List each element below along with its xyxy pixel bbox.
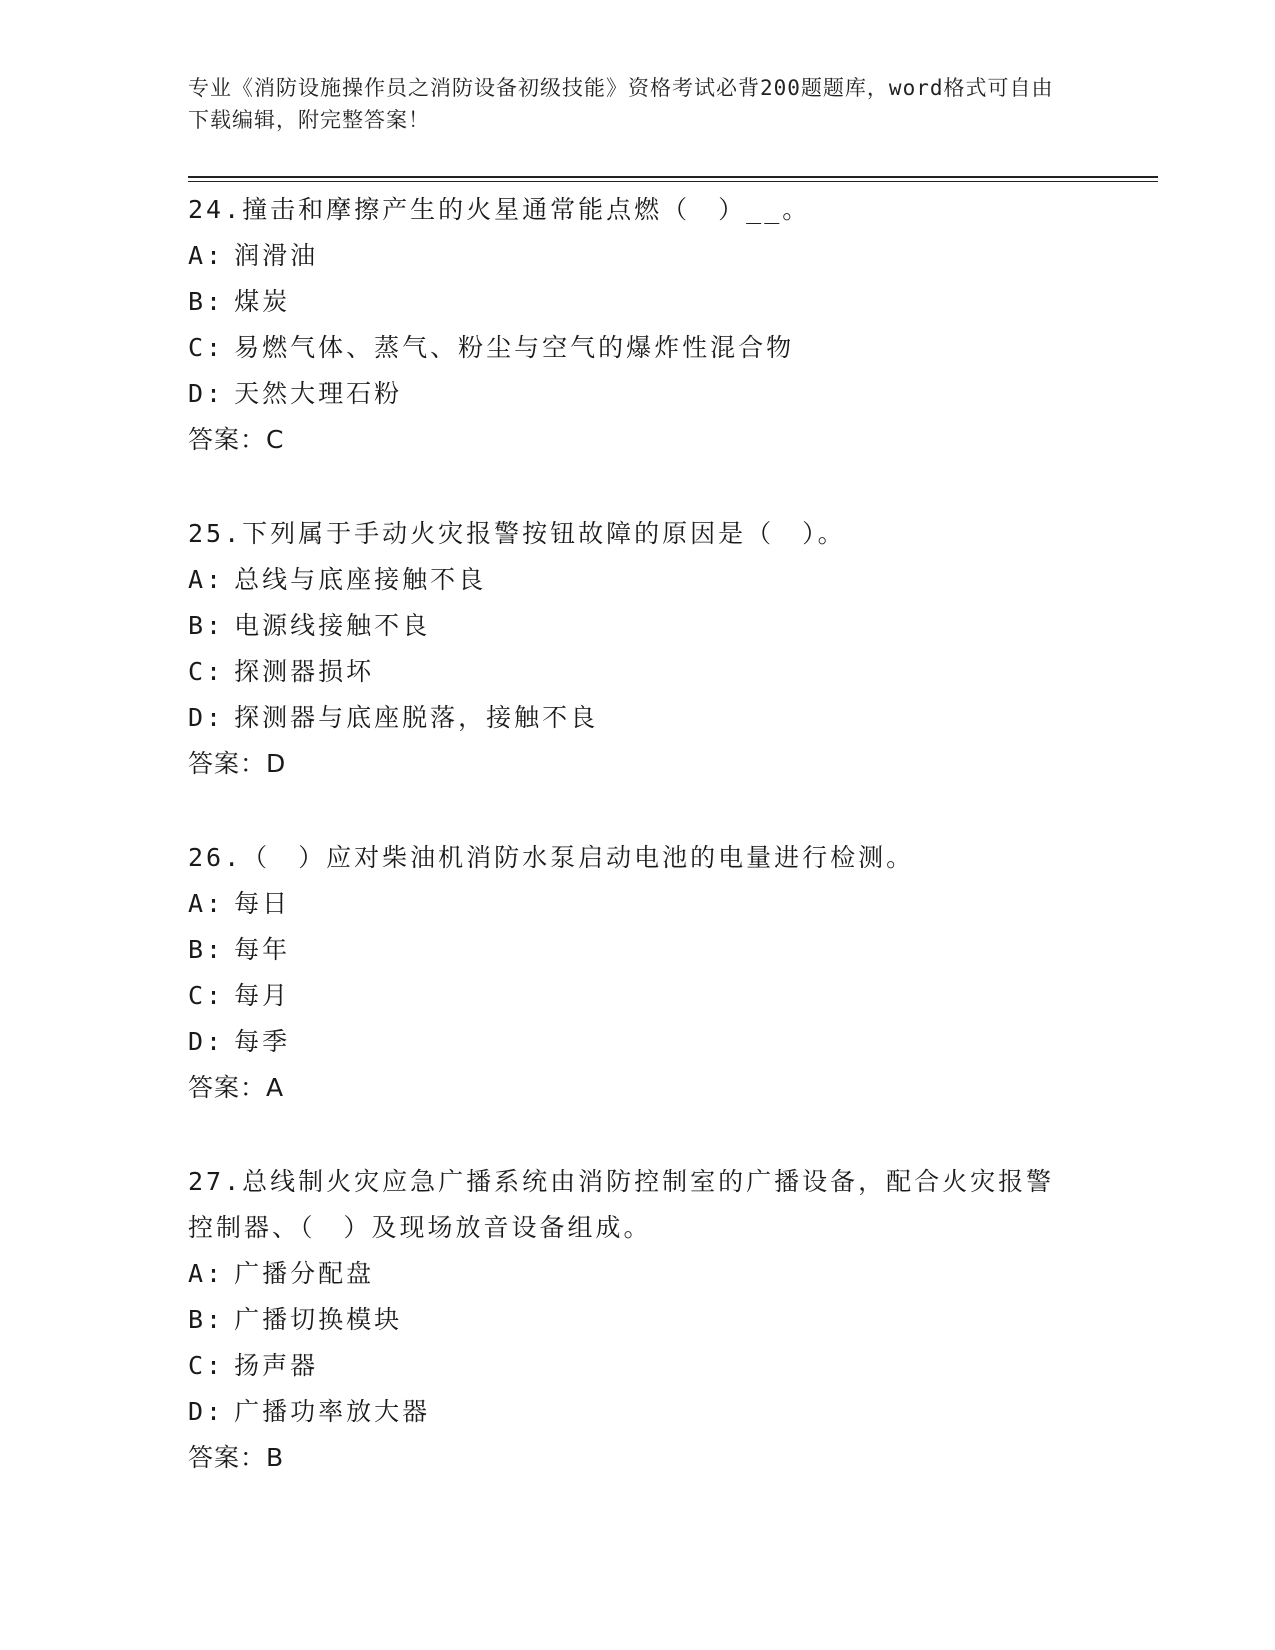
question-item <box>188 1159 1088 1481</box>
option-text: 每日 <box>234 889 291 918</box>
option-text: 天然大理石粉 <box>234 379 403 408</box>
option-b <box>188 603 1088 649</box>
option-letter: C: <box>188 333 225 362</box>
option-letter: D: <box>188 1397 225 1426</box>
question-stem: 27.总线制火灾应急广播系统由消防控制室的广播设备，配合火灾报警控制器、（ ）及现场放音设备组成。 <box>188 1167 1055 1242</box>
option-a <box>188 881 1088 927</box>
option-text: 广播分配盘 <box>234 1259 375 1288</box>
option-text: 总线与底座接触不良 <box>234 565 487 594</box>
option-letter: D: <box>188 379 225 408</box>
question-stem: 26.（ ）应对柴油机消防水泵启动电池的电量进行检测。 <box>188 843 915 872</box>
answer-line: 答案：A <box>188 1073 285 1102</box>
option-text: 煤炭 <box>234 287 291 316</box>
option-letter: B: <box>188 1305 225 1334</box>
answer-line: 答案：C <box>188 425 285 454</box>
header-divider-thin <box>188 181 1158 182</box>
question-stem: 24.撞击和摩擦产生的火星通常能点燃（ ）__。 <box>188 195 811 224</box>
option-letter: D: <box>188 703 225 732</box>
document-header: 专业《消防设施操作员之消防设备初级技能》资格考试必背200题题库，word格式可自由下载编辑，附完整答案！ <box>188 76 1054 132</box>
option-letter: D: <box>188 1027 225 1056</box>
option-letter: C: <box>188 981 225 1010</box>
option-d <box>188 695 1088 741</box>
header-divider-thick <box>188 176 1158 178</box>
question-item <box>188 511 1088 787</box>
option-text: 电源线接触不良 <box>234 611 431 640</box>
option-d <box>188 1019 1088 1065</box>
option-letter: A: <box>188 241 225 270</box>
option-c <box>188 325 1088 371</box>
option-text: 易燃气体、蒸气、粉尘与空气的爆炸性混合物 <box>234 333 795 362</box>
option-letter: C: <box>188 657 225 686</box>
option-c <box>188 1343 1088 1389</box>
option-a <box>188 557 1088 603</box>
question-stem: 25.下列属于手动火灾报警按钮故障的原因是（ ）。 <box>188 519 846 548</box>
answer-line: 答案：B <box>188 1443 285 1472</box>
option-text: 扬声器 <box>234 1351 319 1380</box>
question-item <box>188 835 1088 1111</box>
option-letter: B: <box>188 935 225 964</box>
option-text: 润滑油 <box>234 241 319 270</box>
option-d <box>188 1389 1088 1435</box>
option-letter: A: <box>188 889 225 918</box>
option-a <box>188 1251 1088 1297</box>
question-item <box>188 187 1088 463</box>
option-text: 探测器损坏 <box>234 657 375 686</box>
option-text: 每季 <box>234 1027 291 1056</box>
question-list <box>188 187 1088 1529</box>
option-c <box>188 973 1088 1019</box>
option-b <box>188 279 1088 325</box>
option-text: 每年 <box>234 935 291 964</box>
option-a <box>188 233 1088 279</box>
option-text: 广播功率放大器 <box>234 1397 431 1426</box>
option-b <box>188 927 1088 973</box>
option-letter: C: <box>188 1351 225 1380</box>
option-letter: B: <box>188 287 225 316</box>
option-letter: B: <box>188 611 225 640</box>
option-text: 每月 <box>234 981 291 1010</box>
option-c <box>188 649 1088 695</box>
option-b <box>188 1297 1088 1343</box>
option-text: 探测器与底座脱落，接触不良 <box>234 703 599 732</box>
answer-line: 答案：D <box>188 749 287 778</box>
option-letter: A: <box>188 1259 225 1288</box>
option-d <box>188 371 1088 417</box>
option-letter: A: <box>188 565 225 594</box>
option-text: 广播切换模块 <box>234 1305 403 1334</box>
